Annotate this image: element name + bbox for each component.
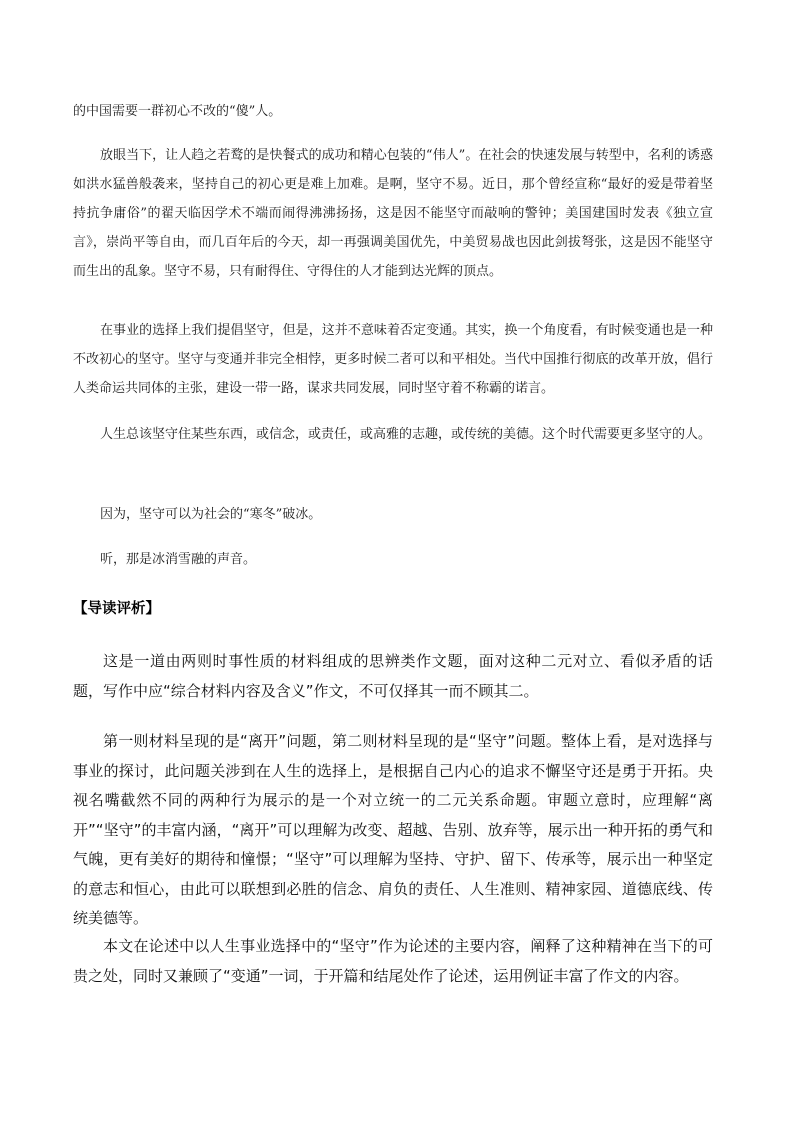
essay-paragraph-1: 的中国需要一群初心不改的“傻”人。 (73, 104, 282, 119)
essay-paragraph-5: 因为，坚守可以为社会的“寒冬”破冰。 (100, 507, 322, 522)
essay-paragraph-4: 人生总该坚守住某些东西，或信念，或责任，或高雅的志趣，或传统的美德。这个时代需要更多坚守的人。 (100, 427, 712, 442)
essay-paragraph-2: 放眼当下，让人趋之若鹜的是快餐式的成功和精心包装的“伟人”。在社会的快速发展与转型中，名利的诱惑如洪水猛兽般袭来，坚持自己的初心更是难上加难。是啊，坚守不易。近日，那个曾经宣称“最好的爱是带着坚持抗争庸俗”的翟天临因学术不端而闹得沸沸扬扬，这是因不能坚守而敲响的警钟；美国建国时发表《独立宣言》，崇尚平等自由，而几百年后的今天，却一再强调美国优先，中美贸易战也因此剑拔弩张，这是因不能坚守而生出的乱象。坚守不易，只有耐得住、守得住的人才能到达光辉的顶点。 (73, 148, 713, 279)
analysis-heading: 【导读评析】 (73, 601, 160, 617)
essay-paragraph-3: 在事业的选择上我们提倡坚守，但是，这并不意味着否定变通。其实，换一个角度看，有时候变通也是一种不改初心的坚守。坚守与变通并非完全相悖，更多时候二者可以和平相处。当代中国推行彻底的改革开放，倡行人类命运共同体的主张，建设一带一路，谋求共同发展，同时坚守着不称霸的诺言。 (73, 323, 713, 396)
analysis-paragraph-2: 第一则材料呈现的是“离开”问题，第二则材料呈现的是“坚守”问题。整体上看，是对选择与事业的探讨，此问题关涉到在人生的选择上，是根据自己内心的追求不懈坚守还是勇于开拓。央视名嘴截然不同的两种行为展示的是一个对立统一的二元关系命题。审题立意时，应理解“离开”“坚守”的丰富内涵，“离开”可以理解为改变、超越、告别、放弃等，展示出一种开拓的勇气和气魄，更有美好的期待和憧憬；“坚守”可以理解为坚持、守护、留下、传承等，展示出一种坚定的意志和恒心，由此可以联想到必胜的信念、肩负的责任、人生准则、精神家园、道德底线、传统美德等。 (73, 732, 713, 927)
analysis-paragraph-1: 这是一道由两则时事性质的材料组成的思辨类作文题，面对这种二元对立、看似矛盾的话题，写作中应“综合材料内容及含义”作文，不可仅择其一而不顾其二。 (73, 652, 713, 700)
essay-paragraph-6: 听，那是冰消雪融的声音。 (100, 552, 257, 567)
analysis-paragraph-3: 本文在论述中以人生事业选择中的“坚守”作为论述的主要内容，阐释了这种精神在当下的可贵之处，同时又兼顾了“变通”一词，于开篇和结尾处作了论述，运用例证丰富了作文的内容。 (73, 937, 713, 985)
